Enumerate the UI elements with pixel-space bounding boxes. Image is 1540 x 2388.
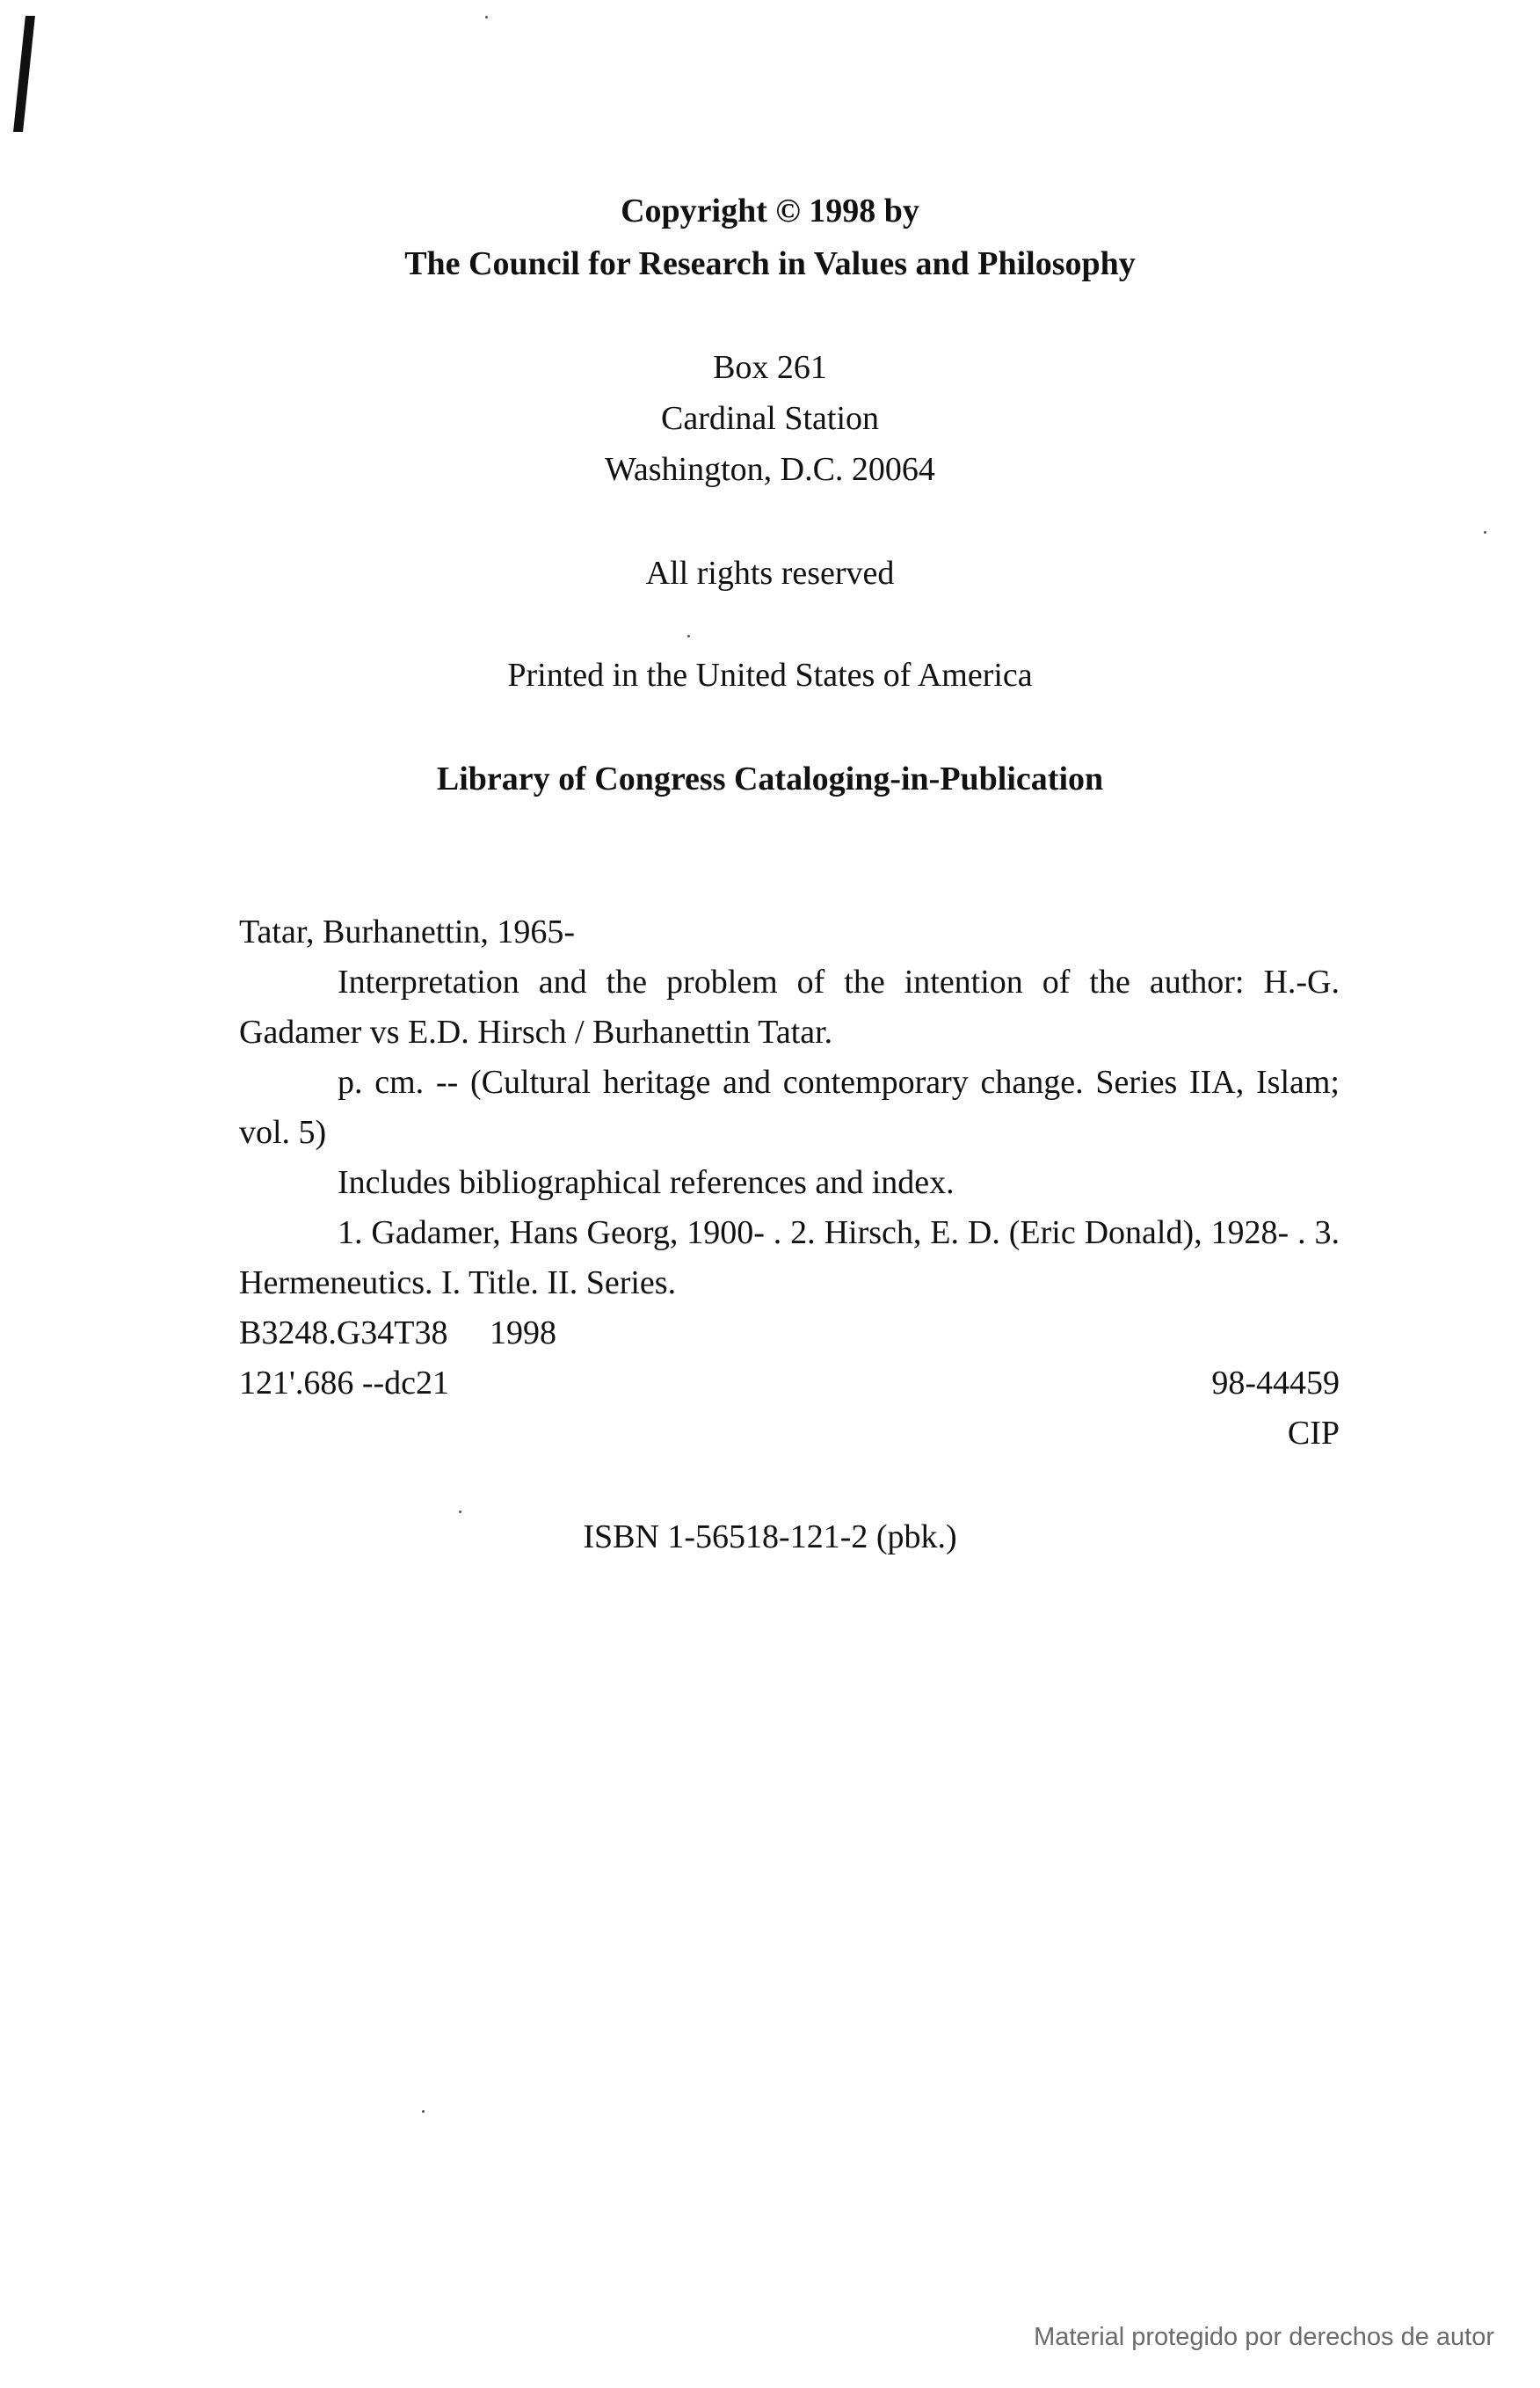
printed-statement: Printed in the United States of America (507, 657, 1033, 694)
rights-statement: All rights reserved (645, 555, 895, 592)
cip-series-line: vol. 5) (239, 1114, 327, 1151)
cip-title-line: Gadamer vs E.D. Hirsch / Burhanettin Tatar. (239, 1014, 833, 1051)
cip-label-row (239, 1409, 1340, 1459)
cip-record (239, 907, 1340, 1459)
isbn: ISBN 1-56518-121-2 (pbk.) (583, 1518, 957, 1555)
scan-edge-mark (13, 16, 35, 132)
cip-series-line: p. cm. -- (Cultural heritage and contemporary change. Series IIA, Islam; (338, 1064, 1340, 1101)
address-box: Box 261 (713, 349, 827, 386)
cip-lccn: 98-44459 (1211, 1365, 1340, 1401)
copyright-watermark: Material protegido por derechos de autor (1034, 2323, 1494, 2351)
cip-subjects-line: 1. Gadamer, Hans Georg, 1900- . 2. Hirsch, E. D. (Eric Donald), 1928- . 3. (338, 1214, 1340, 1251)
address-city: Washington, D.C. 20064 (605, 451, 935, 488)
scan-speck (459, 1511, 461, 1513)
scan-speck (422, 2110, 425, 2113)
cip-lc-call-number: B3248.G34T38 1998 (239, 1314, 556, 1351)
scan-speck (687, 635, 690, 637)
cip-author: Tatar, Burhanettin, 1965- (239, 914, 576, 950)
copyright-line: Copyright © 1998 by (621, 193, 919, 229)
cip-subjects-line: Hermeneutics. I. Title. II. Series. (239, 1264, 677, 1301)
cip-note: Includes bibliographical references and index. (338, 1164, 955, 1201)
cip-dewey-number: 121'.686 --dc21 (239, 1365, 450, 1401)
scan-speck (1484, 531, 1486, 534)
cip-title-line: Interpretation and the problem of the intention of the author: H.-G. (338, 964, 1340, 1001)
cip-label: CIP (1287, 1415, 1340, 1452)
publisher-name: The Council for Research in Values and Philosophy (404, 245, 1136, 282)
address-station: Cardinal Station (660, 400, 880, 437)
cip-classification-row (239, 1358, 1340, 1409)
cip-heading: Library of Congress Cataloging-in-Publication (436, 761, 1104, 797)
scan-speck (485, 16, 488, 18)
